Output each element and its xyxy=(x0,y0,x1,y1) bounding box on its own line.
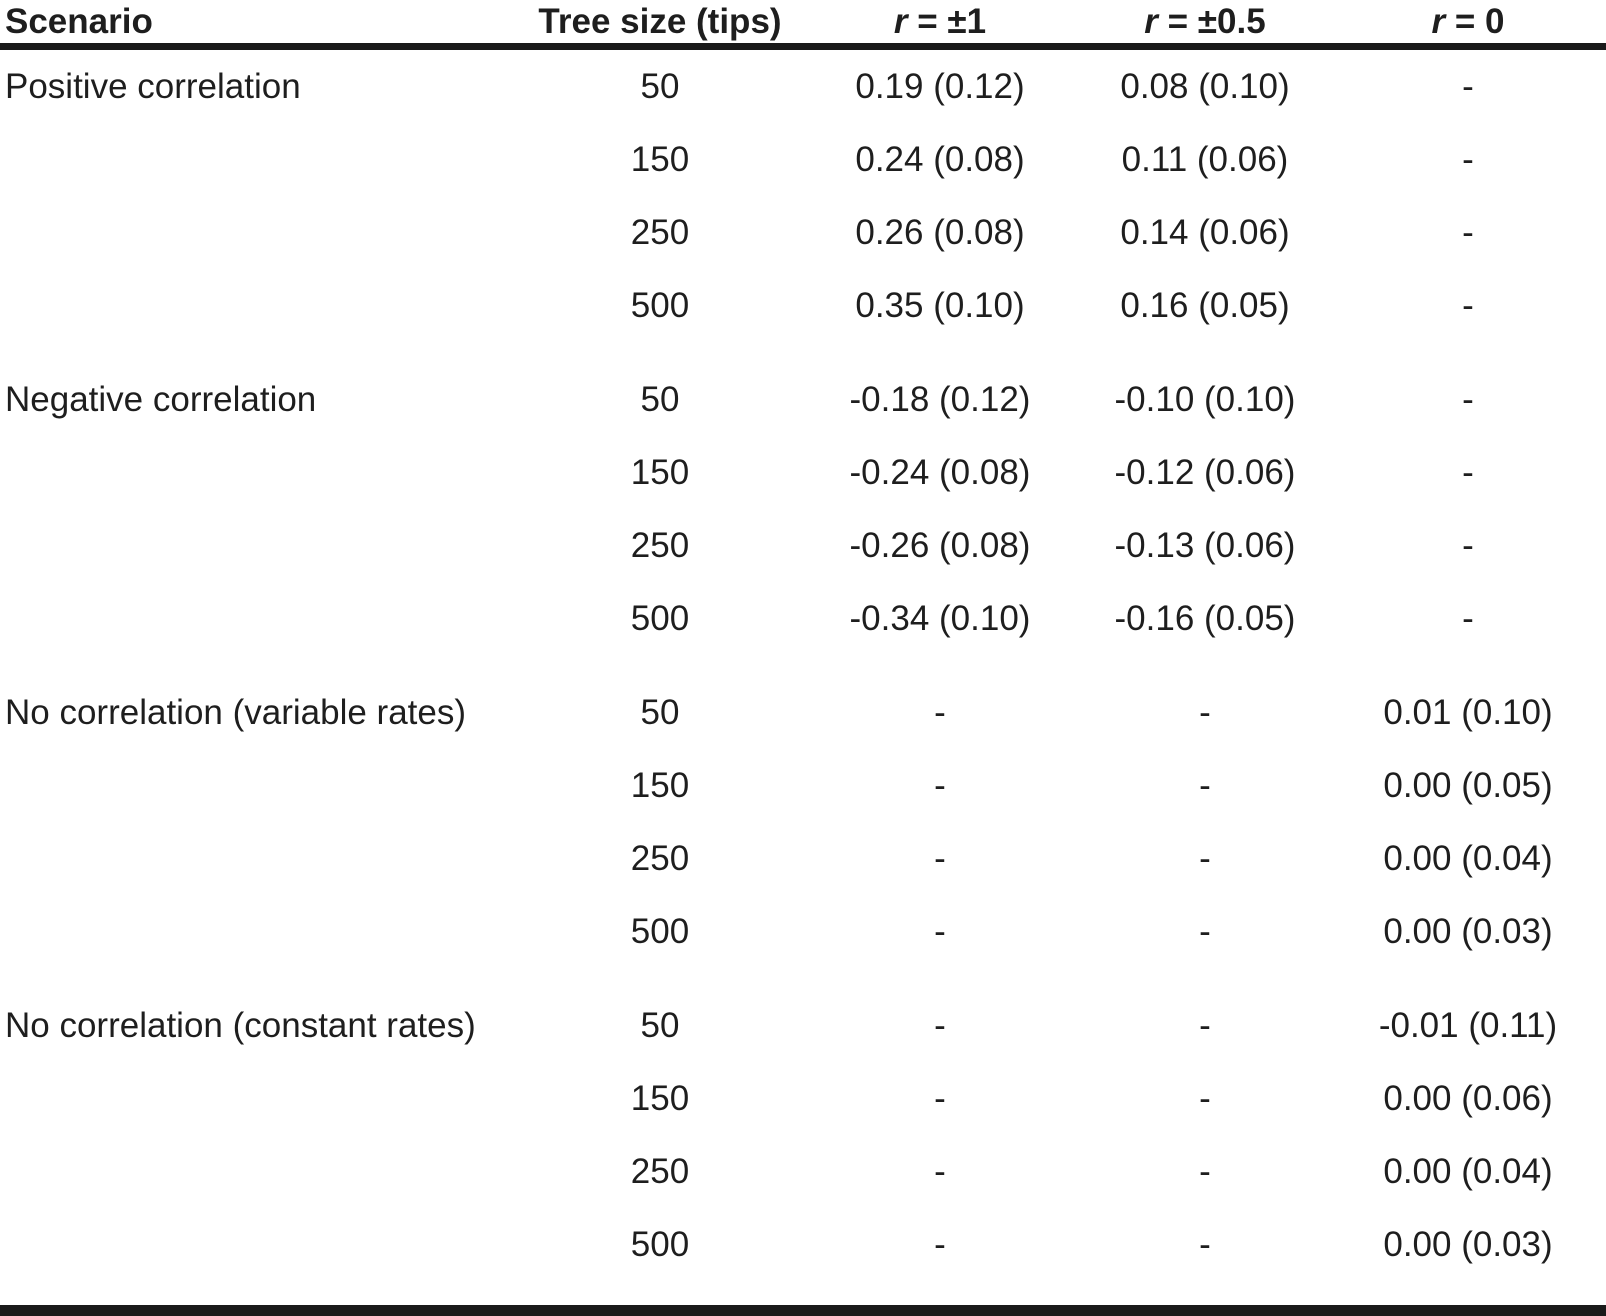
tree-size-cell: 500 xyxy=(630,598,690,638)
r0-cell: -0.01 (0.11) xyxy=(1378,1005,1558,1045)
r05-cell: - xyxy=(1199,1224,1211,1264)
scenario-cell: Negative correlation xyxy=(5,379,317,419)
r-symbol: r xyxy=(893,1,908,41)
r05-cell: 0.16 (0.05) xyxy=(1120,285,1290,325)
r0-cell: - xyxy=(1462,452,1474,492)
section-negative-correlation xyxy=(0,363,1606,655)
table-row xyxy=(0,1208,1606,1281)
tree-size-cell: 500 xyxy=(630,911,690,951)
r1-cell: 0.35 (0.10) xyxy=(855,285,1025,325)
r0-cell: 0.00 (0.06) xyxy=(1383,1078,1553,1118)
r1-cell: -0.34 (0.10) xyxy=(849,598,1031,638)
tree-size-cell: 50 xyxy=(640,1005,680,1045)
r05-cell: 0.11 (0.06) xyxy=(1121,139,1289,179)
r1-cell: -0.18 (0.12) xyxy=(849,379,1031,419)
r05-cell: - xyxy=(1199,1005,1211,1045)
r05-cell: - xyxy=(1199,1078,1211,1118)
r1-cell: - xyxy=(934,1005,946,1045)
r1-cell: 0.26 (0.08) xyxy=(855,212,1025,252)
header-r05-suffix: = ±0.5 xyxy=(1157,1,1266,41)
r0-cell: - xyxy=(1462,285,1474,325)
r05-cell: -0.10 (0.10) xyxy=(1114,379,1296,419)
r0-cell: 0.00 (0.04) xyxy=(1383,1151,1553,1191)
table-row xyxy=(0,269,1606,342)
r1-cell: - xyxy=(934,765,946,805)
r1-cell: - xyxy=(934,692,946,732)
r0-cell: - xyxy=(1462,598,1474,638)
tree-size-cell: 50 xyxy=(640,66,680,106)
r0-cell: 0.00 (0.04) xyxy=(1383,838,1553,878)
r1-cell: 0.19 (0.12) xyxy=(855,66,1025,106)
tree-size-cell: 50 xyxy=(640,379,680,419)
section-no-correlation-constant-rates xyxy=(0,989,1606,1281)
r-symbol: r xyxy=(1431,1,1446,41)
r05-cell: - xyxy=(1199,838,1211,878)
header-scenario: Scenario xyxy=(5,1,153,41)
tree-size-cell: 250 xyxy=(630,212,690,252)
scenario-cell: No correlation (constant rates) xyxy=(5,1005,476,1045)
r0-cell: 0.00 (0.05) xyxy=(1383,765,1553,805)
table-header-row xyxy=(0,0,1606,50)
table-row xyxy=(0,1135,1606,1208)
r05-cell: 0.14 (0.06) xyxy=(1120,212,1290,252)
tree-size-cell: 500 xyxy=(630,1224,690,1264)
r05-cell: - xyxy=(1199,765,1211,805)
tree-size-cell: 250 xyxy=(630,1151,690,1191)
r1-cell: 0.24 (0.08) xyxy=(855,139,1025,179)
r-symbol: r xyxy=(1144,1,1158,41)
header-r-0 xyxy=(1330,3,1606,41)
r1-cell: - xyxy=(934,1151,946,1191)
table-row xyxy=(0,50,1606,123)
tree-size-cell: 150 xyxy=(630,765,690,805)
r05-cell: -0.12 (0.06) xyxy=(1114,452,1296,492)
r0-cell: - xyxy=(1462,379,1474,419)
r05-cell: - xyxy=(1199,911,1211,951)
r1-cell: -0.26 (0.08) xyxy=(849,525,1031,565)
r05-cell: -0.16 (0.05) xyxy=(1114,598,1296,638)
tree-size-cell: 250 xyxy=(630,838,690,878)
r05-cell: 0.08 (0.10) xyxy=(1120,66,1290,106)
tree-size-cell: 250 xyxy=(630,525,690,565)
header-tree-size: Tree size (tips) xyxy=(538,1,782,41)
table-row xyxy=(0,582,1606,655)
scenario-cell: Positive correlation xyxy=(5,66,301,106)
table-bottom-rule xyxy=(0,1305,1606,1316)
r1-cell: -0.24 (0.08) xyxy=(849,452,1031,492)
table-row xyxy=(0,196,1606,269)
r1-cell: - xyxy=(934,911,946,951)
table-row xyxy=(0,436,1606,509)
header-r0-suffix: = 0 xyxy=(1445,1,1505,41)
r0-cell: 0.00 (0.03) xyxy=(1383,911,1553,951)
r1-cell: - xyxy=(934,838,946,878)
r05-cell: - xyxy=(1199,1151,1211,1191)
table-row xyxy=(0,822,1606,895)
table-row xyxy=(0,509,1606,582)
table-row xyxy=(0,123,1606,196)
table-row xyxy=(0,749,1606,822)
r0-cell: 0.01 (0.10) xyxy=(1383,692,1553,732)
tree-size-cell: 150 xyxy=(630,139,690,179)
r0-cell: - xyxy=(1462,66,1474,106)
r0-cell: - xyxy=(1462,212,1474,252)
table-row xyxy=(0,895,1606,968)
scenario-cell: No correlation (variable rates) xyxy=(5,692,467,732)
header-r-plus-minus-0-5 xyxy=(1080,3,1330,41)
r1-cell: - xyxy=(934,1224,946,1264)
header-r-plus-minus-1 xyxy=(800,3,1080,41)
r0-cell: 0.00 (0.03) xyxy=(1383,1224,1553,1264)
tree-size-cell: 500 xyxy=(630,285,690,325)
tree-size-cell: 150 xyxy=(630,1078,690,1118)
r05-cell: -0.13 (0.06) xyxy=(1114,525,1296,565)
tree-size-cell: 50 xyxy=(640,692,680,732)
r05-cell: - xyxy=(1199,692,1211,732)
section-no-correlation-variable-rates xyxy=(0,676,1606,968)
header-r1-suffix: = ±1 xyxy=(907,1,987,41)
section-positive-correlation xyxy=(0,50,1606,342)
r0-cell: - xyxy=(1462,525,1474,565)
table-row xyxy=(0,363,1606,436)
table-row xyxy=(0,1062,1606,1135)
r1-cell: - xyxy=(934,1078,946,1118)
r0-cell: - xyxy=(1462,139,1474,179)
tree-size-cell: 150 xyxy=(630,452,690,492)
table-row xyxy=(0,989,1606,1062)
table-row xyxy=(0,676,1606,749)
